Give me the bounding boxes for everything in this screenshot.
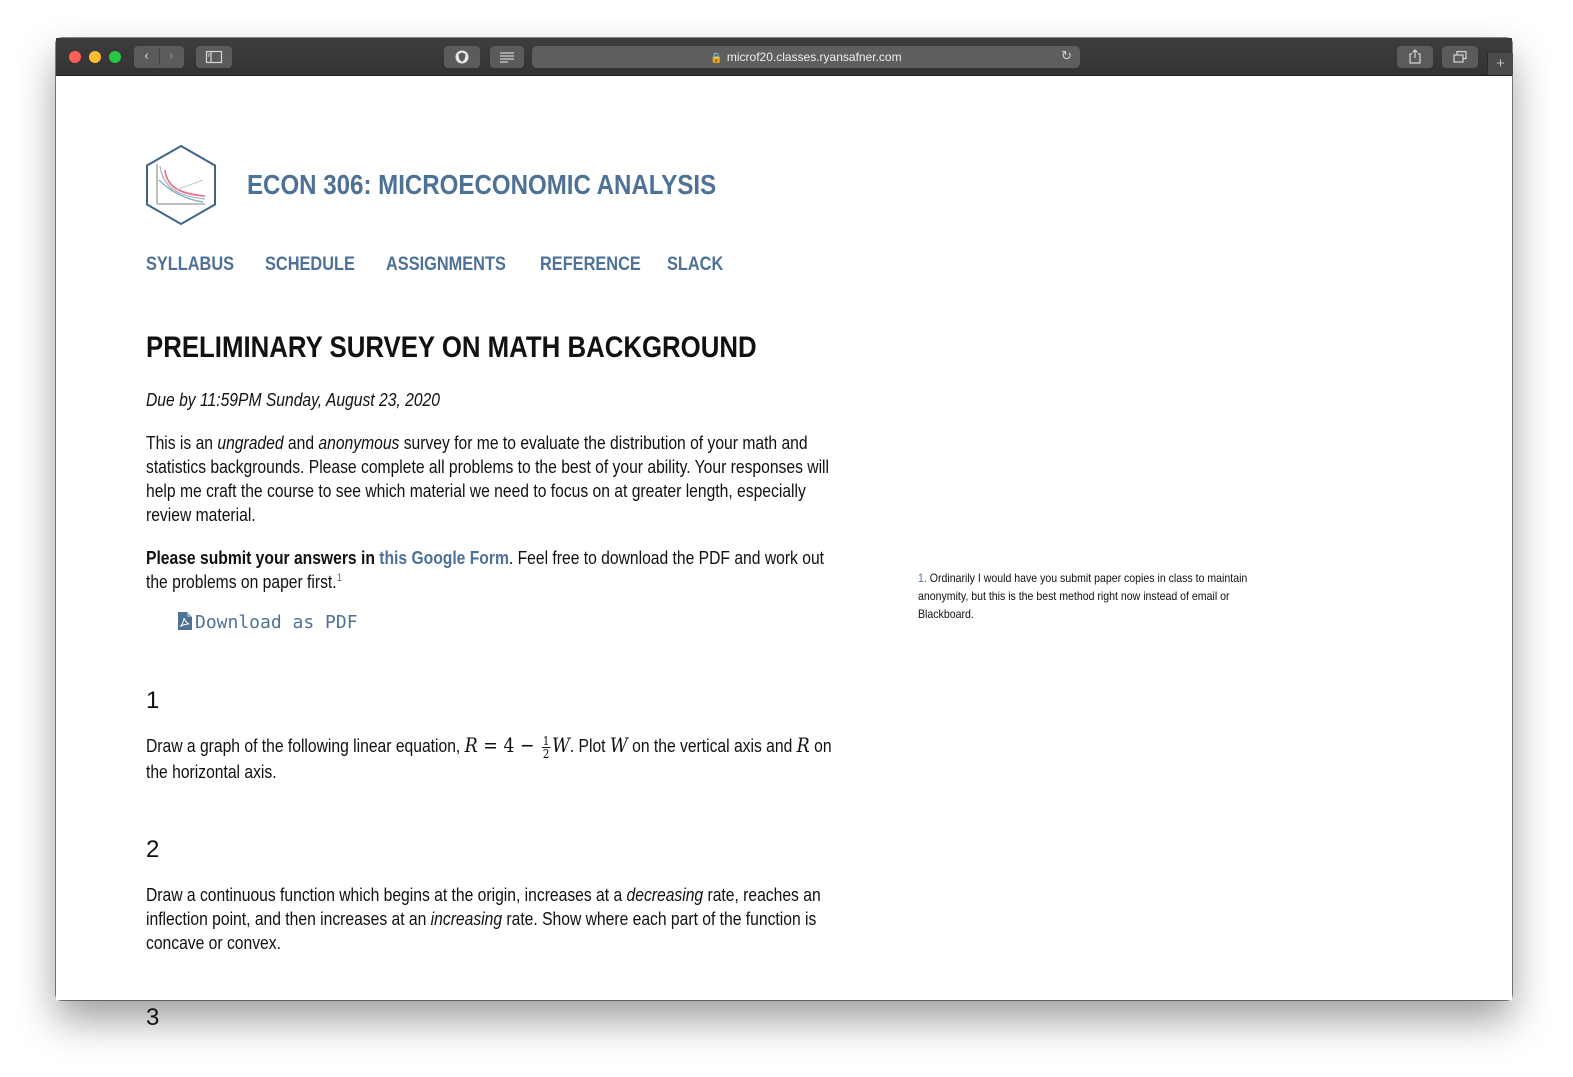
browser-toolbar xyxy=(56,38,1512,76)
due-date: Due by 11:59PM Sunday, August 23, 2020 xyxy=(146,390,440,410)
back-icon[interactable]: ‹ xyxy=(143,49,150,64)
reader-icon xyxy=(500,52,514,62)
forward-icon[interactable]: › xyxy=(168,49,175,64)
nav-reference[interactable]: REFERENCE xyxy=(540,254,641,275)
question-text: . Plot xyxy=(569,736,610,756)
sidenote-number: 1. xyxy=(918,571,927,585)
question-text: on the vertical axis and xyxy=(627,736,797,756)
math-var: W xyxy=(609,733,628,757)
google-form-link[interactable]: this Google Form xyxy=(379,548,509,568)
share-button[interactable] xyxy=(1397,46,1433,68)
close-window-button[interactable] xyxy=(69,51,81,63)
question-text: Draw a continuous function which begins at the origin, increases at a xyxy=(146,885,627,905)
plus-icon[interactable]: + xyxy=(1487,53,1513,75)
lock-icon: 🔒 xyxy=(710,53,723,64)
page-content xyxy=(56,76,1512,1031)
reload-icon[interactable]: ↻ xyxy=(1061,49,1072,64)
math-op: = 4 − xyxy=(477,733,541,757)
question-emphasis: decreasing xyxy=(626,885,704,905)
shield-icon xyxy=(455,50,469,64)
back-forward-group xyxy=(134,46,184,68)
sidebar-toggle-button[interactable] xyxy=(196,46,232,68)
question-emphasis: increasing xyxy=(430,909,503,929)
math-fraction xyxy=(542,735,550,760)
nav-assignments[interactable]: ASSIGNMENTS xyxy=(386,254,506,275)
intro-paragraph xyxy=(146,431,846,527)
math-var: R xyxy=(796,733,810,757)
maximize-window-button[interactable] xyxy=(109,51,121,63)
share-icon xyxy=(1409,49,1421,64)
page-title: PRELIMINARY SURVEY ON MATH BACKGROUND xyxy=(146,331,757,364)
math-var: W xyxy=(551,733,570,757)
question-1-text xyxy=(146,733,855,784)
browser-window xyxy=(56,38,1512,1031)
submit-text: . Feel free to download the PDF and work out the problems on paper first. xyxy=(146,548,825,592)
minimize-window-button[interactable] xyxy=(89,51,101,63)
nav-schedule[interactable]: SCHEDULE xyxy=(265,254,355,275)
reader-view-button[interactable] xyxy=(490,46,524,68)
fraction-denominator: 2 xyxy=(542,746,550,761)
question-text: rate, reaches an inflection point, and then increases at an xyxy=(146,885,821,929)
footnote-ref[interactable]: 1 xyxy=(336,572,342,584)
question-text: Draw a graph of the following linear equation, xyxy=(146,736,465,756)
tabs-icon xyxy=(1453,51,1467,63)
address-bar[interactable] xyxy=(532,46,1080,68)
question-number: 1 xyxy=(146,687,160,714)
hexagon-logo[interactable] xyxy=(145,144,217,226)
sidebar-icon xyxy=(206,51,222,63)
intro-emphasis: anonymous xyxy=(318,433,400,453)
sidenote xyxy=(918,569,1270,623)
sidenote-text: Ordinarily I would have you submit paper copies in class to maintain anonymity, but this is the best method right now instead of email or Blackboard. xyxy=(918,571,1248,621)
site-title[interactable]: ECON 306: MICROECONOMIC ANALYSIS xyxy=(247,169,717,200)
intro-text: survey for me to evaluate the distribution of your math and statistics backgrounds. Please complete all problems to the best of your ability. Your responses will help me craft the course to see which material we need to focus on at greater length, especially review material. xyxy=(146,433,830,525)
intro-text: This is an xyxy=(146,433,218,453)
download-pdf-link[interactable] xyxy=(178,612,358,633)
question-text: on the horizontal axis. xyxy=(146,736,832,782)
pdf-file-icon xyxy=(178,612,192,630)
submit-paragraph xyxy=(146,546,846,594)
fraction-numerator: 1 xyxy=(542,733,550,748)
download-label: Download as PDF xyxy=(195,612,358,633)
math-var: R xyxy=(464,733,478,757)
question-2-text xyxy=(146,883,846,955)
nav-syllabus[interactable]: SYLLABUS xyxy=(146,254,235,275)
intro-emphasis: ungraded xyxy=(217,433,284,453)
show-tabs-button[interactable] xyxy=(1442,46,1478,68)
question-number: 2 xyxy=(146,836,160,863)
submit-strong: Please submit your answers in xyxy=(146,548,380,568)
nav-slack[interactable]: SLACK xyxy=(667,254,724,275)
intro-text: and xyxy=(283,433,319,453)
question-text: rate. Show where each part of the function is concave or convex. xyxy=(146,909,817,953)
url-text: microf20.classes.ryansafner.com xyxy=(726,50,902,64)
question-number: 3 xyxy=(146,1004,160,1031)
privacy-report-button[interactable] xyxy=(444,46,480,68)
